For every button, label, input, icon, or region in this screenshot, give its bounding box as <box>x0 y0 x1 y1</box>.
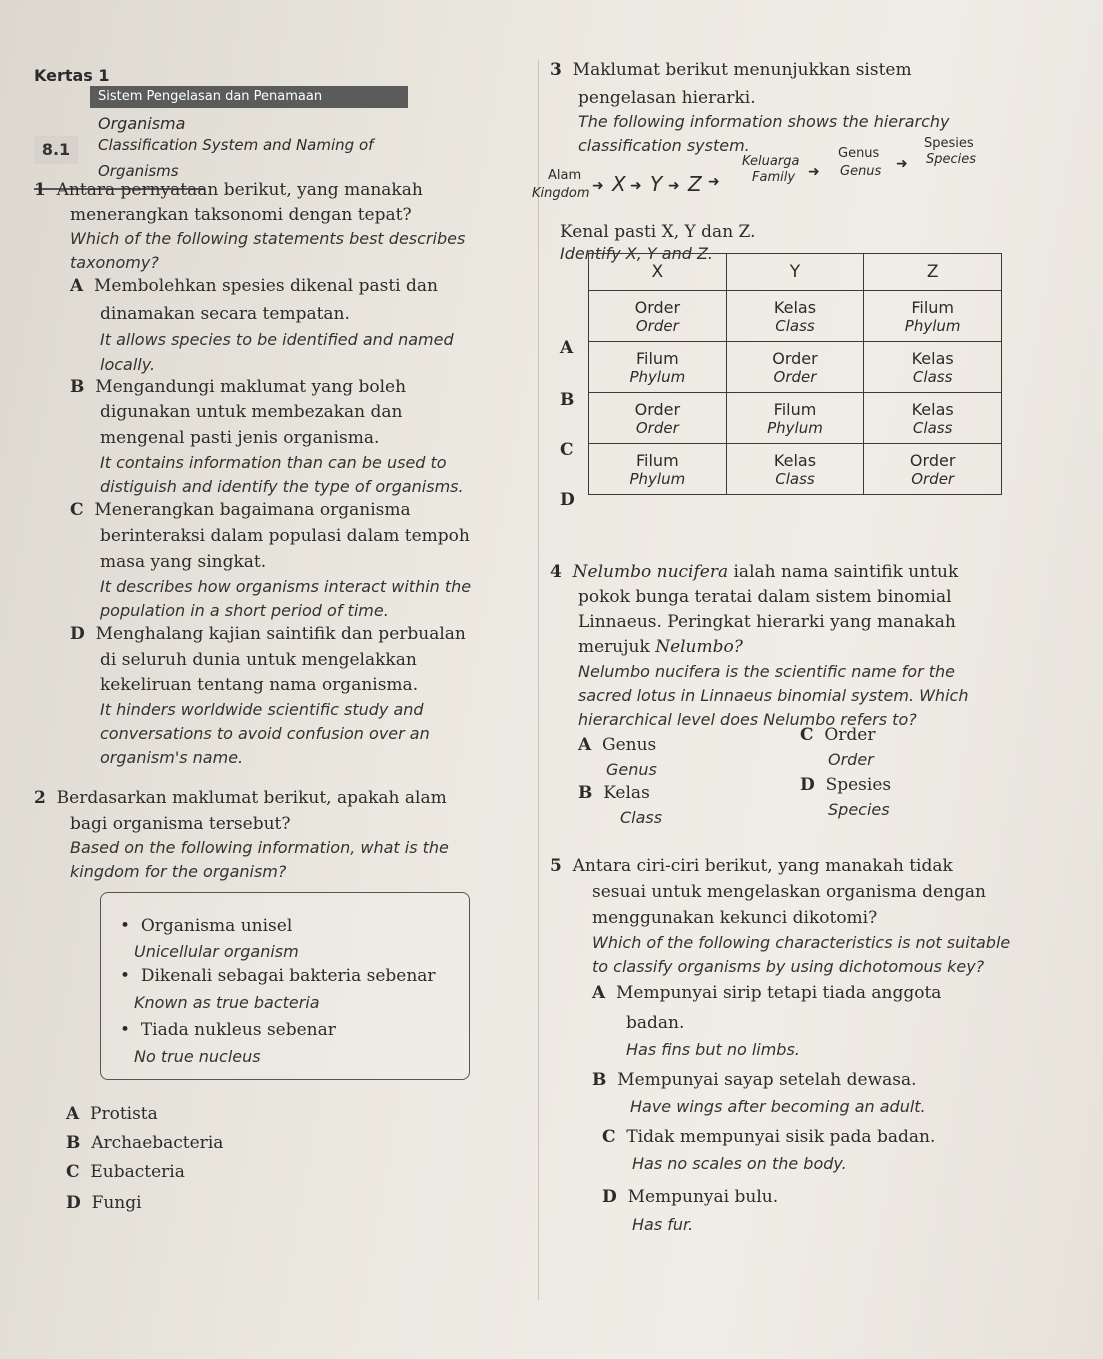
option-text-en: Has no scales on the body. <box>632 1154 847 1173</box>
table-cell: Order Order <box>726 342 864 393</box>
table-header-row <box>589 254 1002 291</box>
option-text-ms3: masa yang singkat. <box>100 552 267 572</box>
option-letter: A <box>66 1104 80 1124</box>
option-text-ms: Kelas <box>603 783 650 803</box>
hierarchy-genus-ms: Genus <box>838 146 880 161</box>
option-letter: D <box>800 775 815 795</box>
table-cell: Kelas Class <box>726 291 864 342</box>
option-text-ms: Menerangkan bagaimana organisma <box>94 500 411 520</box>
table-cell: Kelas Class <box>864 342 1002 393</box>
option-letter: A <box>592 983 606 1003</box>
q1-number: 1 <box>34 180 46 200</box>
q1-stem-ms: Antara pernyataan berikut, yang manakah <box>56 180 423 200</box>
column-header-z: Z <box>864 254 1002 291</box>
option-text-ms2: berinteraksi dalam populasi dalam tempoh <box>100 526 470 546</box>
option-text-ms2: badan. <box>626 1013 685 1033</box>
q2-option-a[interactable] <box>66 1104 158 1124</box>
q1-stem-ms2: menerangkan taksonomi dengan tepat? <box>70 205 412 225</box>
q3-number: 3 <box>550 60 562 80</box>
arrow-icon: ➜ <box>808 164 820 180</box>
option-text-ms: Genus <box>602 735 657 755</box>
q2-stem-ms2: bagi organisma tersebut? <box>70 814 291 834</box>
option-text-en2: distiguish and identify the type of organisms. <box>100 477 464 496</box>
info-item-en: No true nucleus <box>134 1047 261 1066</box>
option-text-ms: Order <box>824 725 876 745</box>
option-text-ms2: di seluruh dunia untuk mengelakkan <box>100 650 417 670</box>
option-text-en: Has fins but no limbs. <box>626 1040 800 1059</box>
q3-stem-ms2: pengelasan hierarki. <box>578 88 756 108</box>
q4-stem-ms2: pokok bunga teratai dalam sistem binomial <box>578 587 952 607</box>
option-text-en: Have wings after becoming an adult. <box>630 1097 926 1116</box>
q5-stem-en2: to classify organisms by using dichotomous key? <box>592 957 985 976</box>
q3-stem-en: The following information shows the hierarchy <box>578 112 950 131</box>
q3-stem-ms: Maklumat berikut menunjukkan sistem <box>572 60 912 80</box>
table-cell: Filum Phylum <box>589 342 727 393</box>
option-text: Fungi <box>91 1193 142 1213</box>
hierarchy-kingdom: Kingdom <box>532 186 590 201</box>
q4-genus-name: Nelumbo? <box>655 637 743 657</box>
option-text-ms: Mempunyai bulu. <box>627 1187 779 1207</box>
table-cell: Kelas Class <box>864 393 1002 444</box>
q2-stem-en: Based on the following information, what is the <box>70 838 449 857</box>
option-letter: D <box>70 624 85 644</box>
q3-stem-en2: classification system. <box>578 136 750 155</box>
table-cell: Filum Phylum <box>726 393 864 444</box>
option-letter: C <box>602 1127 616 1147</box>
q3-row-letter-a[interactable]: A <box>560 338 574 358</box>
q4-stem-ms4: merujuk <box>578 637 650 657</box>
table-cell: Order Order <box>864 444 1002 495</box>
table-cell: Order Order <box>589 291 727 342</box>
arrow-icon: ➜ <box>592 178 604 194</box>
option-letter: B <box>66 1133 81 1153</box>
option-text-ms3: mengenal pasti jenis organisma. <box>100 428 380 448</box>
q4-stem-en3: hierarchical level does Nelumbo refers to? <box>578 710 917 729</box>
hierarchy-keluarga: Keluarga <box>742 154 800 169</box>
option-text-en3: organism's name. <box>100 748 244 767</box>
theme-subtitle: Organisma <box>98 114 186 133</box>
table-cell: Filum Phylum <box>589 444 727 495</box>
option-text-ms: Membolehkan spesies dikenal pasti dan <box>94 276 438 296</box>
option-letter: B <box>578 783 593 803</box>
q1-stem-en2: taxonomy? <box>70 253 159 272</box>
q3-row-letter-d[interactable]: D <box>560 490 575 510</box>
hierarchy-spesies: Spesies <box>924 136 974 151</box>
option-text: Eubacteria <box>90 1162 185 1182</box>
paper-label: Kertas 1 <box>34 66 110 85</box>
option-text-ms2: digunakan untuk membezakan dan <box>100 402 403 422</box>
q2-stem-ms: Berdasarkan maklumat berikut, apakah alam <box>56 788 447 808</box>
table-row[interactable] <box>589 291 1002 342</box>
option-text-en: Species <box>828 800 890 819</box>
option-text-en2: population in a short period of time. <box>100 601 389 620</box>
q3-ask-ms: Kenal pasti X, Y dan Z. <box>560 222 756 242</box>
q5-stem-ms3: menggunakan kekunci dikotomi? <box>592 908 878 928</box>
q1-stem-en: Which of the following statements best describes <box>70 229 466 248</box>
option-text-ms: Mempunyai sirip tetapi tiada anggota <box>616 983 942 1003</box>
hierarchy-y: Y <box>650 172 663 196</box>
hierarchy-family: Family <box>752 170 796 185</box>
option-text-en: Has fur. <box>632 1215 694 1234</box>
option-text-en2: locally. <box>100 355 156 374</box>
option-letter: B <box>592 1070 607 1090</box>
option-text-ms: Mengandungi maklumat yang boleh <box>95 377 407 397</box>
option-text-en: It allows species to be identified and named <box>100 330 454 349</box>
q2-number: 2 <box>34 788 46 808</box>
q2-option-b[interactable] <box>66 1133 223 1153</box>
column-header-x: X <box>589 254 727 291</box>
chapter-number: 8.1 <box>34 136 78 164</box>
theme-banner <box>90 86 408 108</box>
table-cell: Filum Phylum <box>864 291 1002 342</box>
q2-option-d[interactable] <box>66 1193 142 1213</box>
option-letter: B <box>70 377 85 397</box>
arrow-icon: ➜ <box>630 178 642 194</box>
q3-options-table <box>588 253 1002 495</box>
table-row[interactable] <box>589 393 1002 444</box>
info-item-ms: Dikenali sebagai bakteria sebenar <box>140 966 436 986</box>
option-text-ms: Mempunyai sayap setelah dewasa. <box>617 1070 917 1090</box>
table-row[interactable] <box>589 444 1002 495</box>
option-letter: D <box>66 1193 81 1213</box>
option-text-en: Genus <box>606 760 657 779</box>
q4-species-name: Nelumbo nucifera <box>572 562 729 582</box>
option-letter: C <box>70 500 84 520</box>
q4-number: 4 <box>550 562 562 582</box>
hierarchy-alam: Alam <box>548 168 582 183</box>
chapter-title-2: Organisms <box>98 162 179 180</box>
option-letter: C <box>800 725 814 745</box>
option-text-en2: conversations to avoid confusion over an <box>100 724 430 743</box>
info-item-ms: Organisma unisel <box>140 916 293 936</box>
q5-stem-ms2: sesuai untuk mengelaskan organisma dengan <box>592 882 986 902</box>
table-row[interactable] <box>589 342 1002 393</box>
worksheet-page: Kertas 1 Sistem Pengelasan dan Penamaan Organisma 8.1 Classification System and Naming of Organisms 1 Antara pernyataan berikut, yang manakah menerangkan taksonomi dengan tepat? Which of the following statements best describes taxonomy? A Membolehkan spesies dikenal pasti dan dinamakan secara tempatan. It allows species to be identified and named locally. B Mengandungi maklumat yang boleh digunakan untuk membezakan dan mengenal pasti jenis organisma. It contains information than can be used to distiguish and identify the type of organisms. C Menerangkan bagaimana organisma berinteraksi dalam populasi dalam tempoh masa yang singkat. It describes how organisms interact within the population in a short period of time. D Menghalang kajian saintifik dan perbualan di seluruh dunia untuk mengelakkan kekeliruan tentang nama organisma. It hinders worldwide scientific study and conversations to avoid confusion over an organism's name. 2 Berdasarkan maklumat berikut, apakah alam bagi organisma tersebut? Based on the following information, what is the kingdom for the organism? • Organisma unisel Unicellular organism • Dikenali sebagai bakteria sebenar Known as true bacteria • Tiada nukleus sebenar No true nucleus A Protista B Archaebacteria C Eubacteria D Fungi 3 Maklumat berikut menunjukkan sistem pengelasan hierarki. The following information shows the hierarchy classification system. Alam Kingdom ➜ X ➜ Y ➜ Z ➜ Keluarga Family ➜ Genus Genus ➜ Spesies Species Kenal pasti X, Y dan Z. Identify X, Y and Z. A B C D X Y Z Order Order Kelas Class Filum Phylum Filum Phylum Order Order Kelas Class Order Order Filum Phylum Kelas Class Filum Phylum Kelas Class Order Order 4 Nelumbo nucifera ialah nama saintifik untuk pokok bunga teratai dalam sistem binomial Linnaeus. Peringkat hierarki yang manakah merujuk Nelumbo? Nelumbo nucifera is the scientific name for the sacred lotus in Linnaeus binomial system. Which hierarchical level does Nelumbo refers to? A Genus Genus B Kelas Class C Order Order D Spesies Species 5 Antara ciri-ciri berikut, yang manakah tidak sesuai untuk mengelaskan organisma dengan menggunakan kekunci dikotomi? Which of the following characteristics is not suitable to classify organisms by using dichotomous key? A Mempunyai sirip tetapi tiada anggota badan. Has fins but no limbs. B Mempunyai sayap setelah dewasa. Have wings after becoming an adult. C Tidak mempunyai sisik pada badan. Has no scales on the body. D Mempunyai bulu. Has fur. <box>0 0 1103 1359</box>
hierarchy-species: Species <box>926 152 977 167</box>
column-header-y: Y <box>726 254 864 291</box>
arrow-icon: ➜ <box>708 174 720 190</box>
option-text-en: It hinders worldwide scientific study and <box>100 700 424 719</box>
option-text-en: Order <box>828 750 874 769</box>
q3-row-letter-c[interactable]: C <box>560 440 574 460</box>
option-text-ms: Tidak mempunyai sisik pada badan. <box>626 1127 936 1147</box>
info-item-ms: Tiada nukleus sebenar <box>140 1020 336 1040</box>
q5-stem-ms: Antara ciri-ciri berikut, yang manakah tidak <box>572 856 953 876</box>
option-text-ms: Spesies <box>825 775 892 795</box>
theme-title: Sistem Pengelasan dan Penamaan <box>98 89 323 104</box>
option-text: Protista <box>90 1104 158 1124</box>
table-cell: Order Order <box>589 393 727 444</box>
q4-stem-ms3: Linnaeus. Peringkat hierarki yang manakah <box>578 612 956 632</box>
q4-stem-ms: ialah nama saintifik untuk <box>733 562 959 582</box>
table-cell: Kelas Class <box>726 444 864 495</box>
q2-stem-en2: kingdom for the organism? <box>70 862 287 881</box>
q4-stem-en2: sacred lotus in Linnaeus binomial system. Which <box>578 686 969 705</box>
q5-stem-en: Which of the following characteristics is not suitable <box>592 933 1011 952</box>
option-letter: A <box>578 735 592 755</box>
option-text: Archaebacteria <box>91 1133 224 1153</box>
q3-ask-en: Identify X, Y and Z. <box>560 244 713 263</box>
q5-number: 5 <box>550 856 562 876</box>
option-letter: C <box>66 1162 80 1182</box>
hierarchy-z: Z <box>688 172 702 196</box>
option-text-ms3: kekeliruan tentang nama organisma. <box>100 675 419 695</box>
q4-stem-en: Nelumbo nucifera is the scientific name for the <box>578 662 955 681</box>
q2-option-c[interactable] <box>66 1162 185 1182</box>
chapter-title: Classification System and Naming of <box>98 136 374 154</box>
info-item-en: Known as true bacteria <box>134 993 320 1012</box>
column-divider <box>538 60 539 1300</box>
option-letter: D <box>602 1187 617 1207</box>
arrow-icon: ➜ <box>896 156 908 172</box>
option-text-en: Class <box>620 808 663 827</box>
q3-row-letter-b[interactable]: B <box>560 390 575 410</box>
hierarchy-x: X <box>612 172 626 196</box>
option-text-en: It contains information than can be used to <box>100 453 447 472</box>
option-text-ms2: dinamakan secara tempatan. <box>100 304 350 324</box>
option-text-ms: Menghalang kajian saintifik dan perbualan <box>95 624 466 644</box>
hierarchy-genus-en: Genus <box>840 164 882 179</box>
option-letter: A <box>70 276 84 296</box>
arrow-icon: ➜ <box>668 178 680 194</box>
option-text-en: It describes how organisms interact within the <box>100 577 472 596</box>
info-item-en: Unicellular organism <box>134 942 299 961</box>
